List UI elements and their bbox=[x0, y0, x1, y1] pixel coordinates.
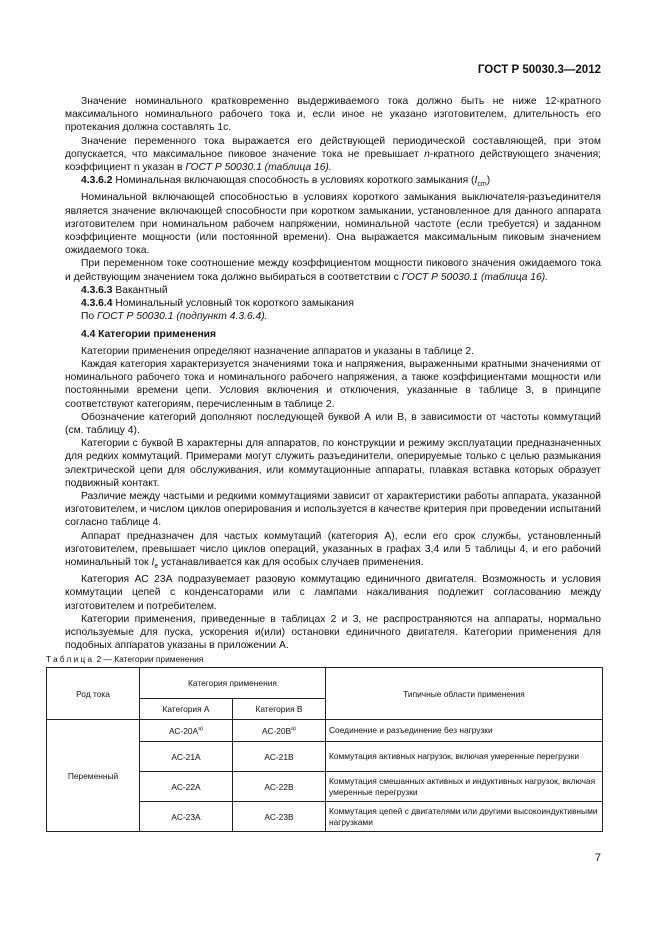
document-header: ГОСТ Р 50030.3—2012 bbox=[477, 64, 601, 76]
section-4-3-6-3: 4.3.6.3 Вакантный bbox=[81, 284, 168, 296]
category-a-cell: АС-22А bbox=[140, 772, 233, 802]
section-4-3-6-2: 4.3.6.2 Номинальная включающая способность в условиях короткого замыкания $(I_{cm})$ bbox=[81, 175, 491, 189]
categories-table bbox=[46, 667, 603, 832]
category-b-cell: $АС-20В^{а)}$ bbox=[233, 720, 326, 742]
paragraph: Значение номинального кратковременно выдерживаемого тока должно быть не ниже 12-кратного максимального номинального рабочего тока и, если иное не указано изготовителем, длительность его протекания должна составлять 1с. bbox=[65, 96, 601, 134]
section-4-3-6-4: 4.3.6.4 Номинальный условный ток короткого замыкания bbox=[81, 298, 354, 310]
usage-cell: Коммутация смешанных активных и индуктивных нагрузок, включая умеренные перегрузки bbox=[326, 772, 603, 802]
page-number: 7 bbox=[594, 852, 601, 864]
paragraph: Обозначение категорий дополняют последующей буквой А или В, в зависимости от частоты коммутаций (см. таблицу 4). bbox=[65, 411, 601, 436]
header-category-b: Категория В bbox=[233, 699, 326, 720]
category-a-cell: АС-23А bbox=[140, 802, 233, 832]
paragraph: Аппарат предназначен для частых коммутаций (категория А), если его срок службы, установленный изготовителем, превышает число циклов операций, указанных в графах 3,4 или 5 таблицы 4, и его рабочий номинальный ток $I_e$ устанавливается как для особых случаев применения. bbox=[65, 530, 601, 570]
header-current-type: Род тока bbox=[47, 668, 140, 720]
category-b-cell: АС-22В bbox=[233, 772, 326, 802]
header-category-a: Категория А bbox=[140, 699, 233, 720]
paragraph: При переменном токе соотношение между коэффициентом мощности пикового значения ожидаемого тока и действующим значением тока должно выбираться в соответствии с ГОСТ Р 50030.1 (таблица 16). bbox=[65, 258, 601, 283]
section-4-4-title: 4.4 Категории применения bbox=[81, 328, 217, 340]
paragraph: Различие между частыми и редкими коммутациями зависит от характеристики работы аппарата, указанной изготовителем, и числом циклов оперирования и используется в качестве критерия при проведении испытаний согласно таблице 4. bbox=[65, 490, 601, 529]
document-body bbox=[65, 95, 601, 652]
usage-cell: Коммутация активных нагрузок, включая умеренные перегрузки bbox=[326, 742, 603, 772]
paragraph: Категории применения, приведенные в таблицах 2 и 3, не распространяются на аппараты, нормально используемые для пуска, ускорения и(или) остановки единичного двигателя. Категории применения для подобных аппаратов указаны в приложении А. bbox=[65, 613, 601, 652]
usage-cell: Соединение и разъединение без нагрузки bbox=[326, 720, 603, 742]
paragraph: Каждая категория характеризуется значениями тока и напряжения, выраженными кратными значениями от номинального рабочего тока и номинального рабочего напряжения, а также коэффициентами мощности или постоянными времени цепи. Условия включения и отключения, указанные в таблице 3, в принципе соответствуют категориям, перечисленным в таблице 2. bbox=[65, 358, 601, 410]
header-usage: Типичные области применения bbox=[326, 668, 603, 720]
paragraph: Категории с буквой В характерны для аппаратов, по конструкции и режиму эксплуатации предназначенных для редких коммутаций. Примерами могут служить разъединители, оперируемые только с целью размыкания электрической цепи для обслуживания, или коммутационные аппараты, плавкая вставка которых образует подвижный контакт. bbox=[65, 438, 601, 489]
paragraph: По ГОСТ Р 50030.1 (подпункт 4.3.6.4). bbox=[81, 311, 268, 323]
header-category: Категория применения bbox=[140, 668, 326, 699]
paragraph: Значение переменного тока выражается его действующей периодической составляющей, при этом допускается, что максимальное пиковое значение тока не превышает n-кратного действующего значения; коэффициент n указан в ГОСТ Р 50030.1 (таблица 16). bbox=[65, 135, 601, 174]
usage-cell: Коммутация цепей с двигателями или другими высокоиндуктивными нагрузками bbox=[326, 802, 603, 832]
table-row bbox=[47, 720, 603, 742]
current-type-cell: Переменный bbox=[47, 720, 140, 832]
category-a-cell: $АС-20А^{а)}$ bbox=[140, 720, 233, 742]
paragraph: Категории применения определяют назначение аппаратов и указаны в таблице 2. bbox=[81, 345, 475, 357]
paragraph: Категория АС 23А подразувемает разовую коммутацию единичного двигателя. Возможность и условия коммутации цепей с конденсаторами или с лампами накаливания подлежит согласованию между изготовителем и потребителем. bbox=[65, 574, 601, 612]
category-b-cell: АС-21В bbox=[233, 742, 326, 772]
table-caption: Таблица 2 — Категории применения bbox=[46, 654, 204, 664]
category-a-cell: АС-21А bbox=[140, 742, 233, 772]
paragraph: Номинальной включающей способностью в условиях короткого замыкания выключателя-разъединителя является значение включающей способности при коротком замыкании, установленное для данного аппарата изготовителем при номинальном рабочем напряжении, номинальной частоте (если требуется) и заданном коэффициенте мощности (или постоянной времени). Она выражается максимальным пиковым значением ожидаемого тока. bbox=[65, 192, 601, 257]
category-b-cell: АС-23В bbox=[233, 802, 326, 832]
